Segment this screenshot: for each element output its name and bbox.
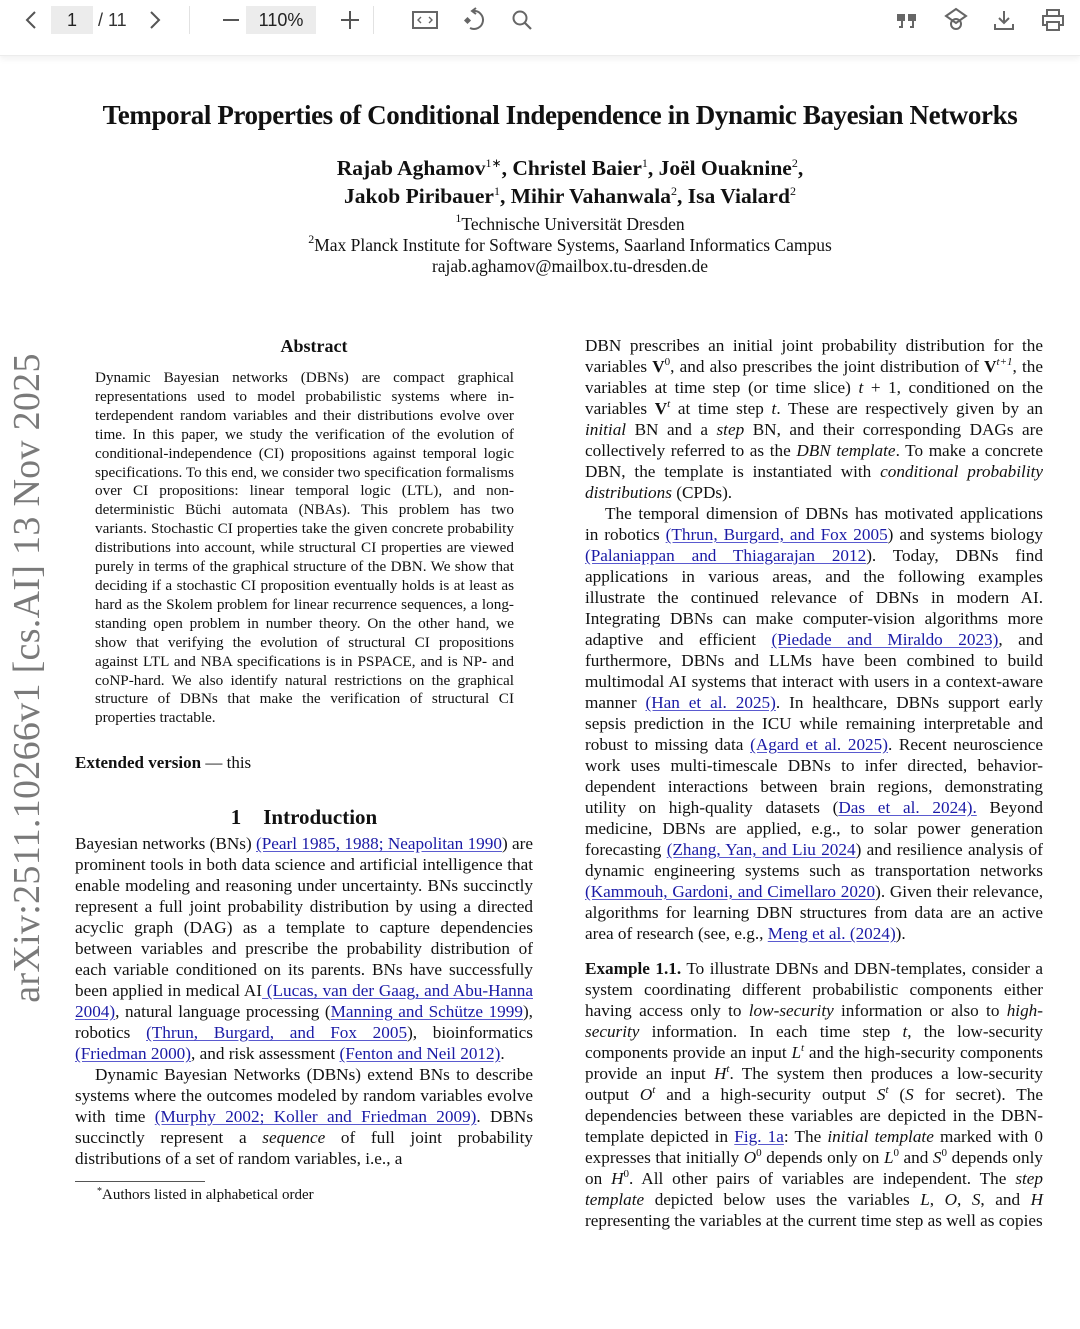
citation-link[interactable]: (Zhang, Yan, and Liu 2024 xyxy=(666,840,856,859)
body-paragraph-dbn-definition: DBN prescribes an initial joint probability distribution for the variables $V^0$, and also prescribes the joint distribution of $V^{t+1}$, the variables at time step (or time slice) t + 1, conditioned on the variables $V^t$ at time step t. These are respectively given by an initial BN and a step BN, and their corresponding DAGs are collectively referred to as the DBN template. To make a concrete DBN, the template is instantiated with conditional probability distributions (CPDs). xyxy=(585,336,1044,502)
page-number-input[interactable]: 1 xyxy=(51,6,93,34)
plus-icon xyxy=(339,9,361,31)
author: Rajab Aghamov$^{1∗}$ xyxy=(336,156,502,180)
print-button[interactable] xyxy=(1039,6,1067,34)
author-line-1: Rajab Aghamov$^{1∗}$, Christel Baier$^1$, Joël Ouaknine$^2$, xyxy=(336,156,804,180)
author-line-2: Jakob Piribauer$^1$, Mihir Vahanwala$^2$, Isa Vialard$^2$ xyxy=(344,184,796,208)
search-icon xyxy=(510,8,534,32)
affiliation: $^2$Max Planck Institute for Software Systems, Saarland Informatics Campus xyxy=(308,232,832,255)
abstract-heading: Abstract xyxy=(280,336,348,356)
intro-paragraph-2: Dynamic Bayesian Networks (DBNs) extend BNs to describe systems where the outcomes modeled by random variables evolve with time (Murphy 2002; Koller and Friedman 2009). DBNs succinctly represent a sequence of full joint probability distributions of a set of random variables, i.e., a xyxy=(75,1065,534,1169)
fit-width-icon xyxy=(411,9,439,31)
extended-version-note: Extended version — this xyxy=(75,753,252,773)
minus-icon xyxy=(221,10,241,30)
right-column xyxy=(585,335,1043,1231)
figure-link[interactable]: Fig. 1a xyxy=(734,1127,784,1146)
rotate-icon xyxy=(462,7,488,33)
citation-link[interactable]: (Piedade and Miraldo 2023) xyxy=(771,630,999,649)
download-icon xyxy=(993,9,1015,31)
arxiv-identifier-stamp xyxy=(2,345,52,1010)
prev-page-button[interactable] xyxy=(20,8,42,32)
toolbar-divider xyxy=(373,6,374,34)
zoom-in-button[interactable] xyxy=(336,6,364,34)
rotate-button[interactable] xyxy=(461,6,489,34)
example-1-1: Example 1.1. To illustrate DBNs and DBN-templates, consider a system coordinating different probabilistic components either having access only to low-security information or also to high-security information. In each time step t, the low-security components provide an input $L^t$ and the high-security components provide an input $H^t$. The system then produces a low-security output $O^t$ and a high-security output $S^t$ (S for secret). The dependencies between these variables are depicted in the DBN-template depicted in Fig. 1a: The initial template marked with 0 expresses that initially $O^0$ depends only on $L^0$ and $S^0$ depends only on $H^0$. All other pairs of variables are independent. The step template depicted below uses the variables L, O, S, and H representing the variables at the current time step as well as copies xyxy=(585,959,1044,1230)
fit-page-button[interactable] xyxy=(411,6,439,34)
printer-icon xyxy=(1041,8,1065,32)
scholar-button[interactable] xyxy=(942,6,970,34)
citation-link[interactable]: (Pearl 1985, 1988; Neapolitan 1990 xyxy=(256,834,502,854)
zoom-level-input[interactable]: 110% xyxy=(246,6,316,34)
arxiv-stamp-text: arXiv:2511.10266v1 [cs.AI] 13 Nov 2025 xyxy=(6,352,48,1003)
left-column xyxy=(75,335,533,1205)
author: Joël Ouaknine$^2$ xyxy=(658,156,798,180)
next-page-button[interactable] xyxy=(144,8,166,32)
citation-link[interactable]: (Han et al. 2025) xyxy=(645,693,776,712)
author-email: rajab.aghamov@mailbox.tu-dresden.de xyxy=(431,256,709,276)
chevron-right-icon xyxy=(148,10,162,30)
page-total: / 11 xyxy=(98,9,127,30)
author: Jakob Piribauer$^1$ xyxy=(344,184,500,208)
affiliation: $^1$Technische Universität Dresden xyxy=(455,211,685,234)
citation-link[interactable]: Meng et al. (2024) xyxy=(767,924,896,943)
citation-link[interactable]: (Palaniappan and Thiagarajan 2012 xyxy=(585,546,867,565)
citation-link[interactable]: (Thrun, Burgard, and Fox 2005 xyxy=(665,525,888,544)
author: Christel Baier$^1$ xyxy=(512,156,648,180)
affiliations xyxy=(0,211,1080,277)
footnote-divider xyxy=(75,1181,205,1182)
body-paragraph-applications: The temporal dimension of DBNs has motivated applications in robotics (Thrun, Burgard, and Fox 2005) and systems biology (Palaniappan and Thiagarajan 2012). Today, DBNs find applications in various areas, and the following examples illustrate the continued relevance of DBNs in modern AI. Integrating DBNs can make computer-vision algorithms more adaptive and efficient (Piedade and Miraldo 2023), and furthermore, DBNs and LLMs have been combined to build multimodal AI systems that interact with users in a context-aware manner (Han et al. 2025). In healthcare, DBNs support early sepsis prediction in the ICU while remaining interpretable and robust to missing data (Agard et al. 2025). Recent neuroscience work uses multi-timescale DBNs to infer directed, behavior-dependent interactions between brain regions, demonstrating utility on high-quality datasets (Das et al. 2024). Beyond medicine, DBNs are applied, e.g., to solar power generation forecasting (Zhang, Yan, and Liu 2024) and resilience analysis of dynamic engineering systems such as transportation networks (Kammouh, Gardoni, and Cimellaro 2020). Given their relevance, algorithms for learning DBN structures from data are an active area of research (see, e.g., Meng et al. (2024)). xyxy=(585,504,1044,943)
quotation-marks-icon xyxy=(895,10,919,30)
graduation-cap-icon xyxy=(944,7,968,33)
citation-link[interactable]: (Friedman 2000) xyxy=(75,1044,191,1064)
citation-link[interactable]: (Thrun, Burgard, and Fox 2005 xyxy=(146,1023,408,1043)
author-list xyxy=(0,154,1080,210)
citation-link[interactable]: (Murphy 2002; Koller and Friedman 2009) xyxy=(154,1107,477,1127)
citation-link[interactable]: (Fenton and Neil 2012) xyxy=(339,1044,501,1064)
search-button[interactable] xyxy=(508,6,536,34)
zoom-out-button[interactable] xyxy=(217,6,245,34)
download-button[interactable] xyxy=(990,6,1018,34)
paper-title: Temporal Properties of Conditional Independence in Dynamic Bayesian Networks xyxy=(102,100,1018,130)
author: Mihir Vahanwala$^2$ xyxy=(510,184,678,208)
section-heading-introduction: 1 Introduction xyxy=(230,805,378,830)
abstract-body: Dynamic Bayesian networks (DBNs) are compact graphical representations used to model probabilistic systems where interdependent random variables and their distributions evolve over time. In this paper, we study the verification of the evolution of conditional-independence (CI) propositions against temporal logic specifications. To this end, we consider two specification formalisms over CI propositions: linear temporal logic (LTL), and non-deterministic Büchi automata (NBAs). This problem has two variants. Stochastic CI properties take the given concrete probability distributions into account, while structural CI properties are viewed purely in terms of the graphical structure of the DBN. We show that deciding if a stochastic CI proposition eventually holds is at least as hard as the Skolem problem for linear recurrence sequences, a long-standing open problem in number theory. On the other hand, we show that verifying the evolution of structural CI propositions against LTL and NBA specifications is in PSPACE, and is NP- and coNP-hard. We also identify natural restrictions on the graphical structure of DBNs that make the verification of structural CI properties tractable. xyxy=(95,369,514,727)
footnote: *Authors listed in alphabetical order xyxy=(97,1186,314,1204)
citation-link[interactable]: Manning and Schütze 1999 xyxy=(330,1002,523,1022)
pdf-toolbar xyxy=(0,0,1080,56)
citation-link[interactable]: Das et al. 2024). xyxy=(838,798,977,817)
chevron-left-icon xyxy=(24,10,38,30)
author: Isa Vialard$^2$ xyxy=(687,184,796,208)
cite-button[interactable] xyxy=(893,6,921,34)
citation-link[interactable]: (Kammouh, Gardoni, and Cimellaro 2020 xyxy=(585,882,876,901)
citation-link[interactable]: (Agard et al. 2025) xyxy=(750,735,888,754)
toolbar-divider xyxy=(189,6,190,34)
citation-link[interactable]: (Lucas, van der Gaag, and Abu-Hanna 2004) xyxy=(75,981,533,1022)
intro-paragraph-1: Bayesian networks (BNs) (Pearl 1985, 1988; Neapolitan 1990) are prominent tools in both data science and artificial intelligence that enable modeling and reasoning under uncertainty. BNs succinctly represent a full joint probability distribution by using a directed acyclic graph (DAG) as a template to capture dependencies between variables and prescribe the probability distribution of each variable conditioned on its parents. BNs have successfully been applied in medical AI (Lucas, van der Gaag, and Abu-Hanna 2004), natural language processing (Manning and Schütze 1999), robotics (Thrun, Burgard, and Fox 2005), bioinformatics (Friedman 2000), and risk assessment (Fenton and Neil 2012). xyxy=(75,834,534,1064)
